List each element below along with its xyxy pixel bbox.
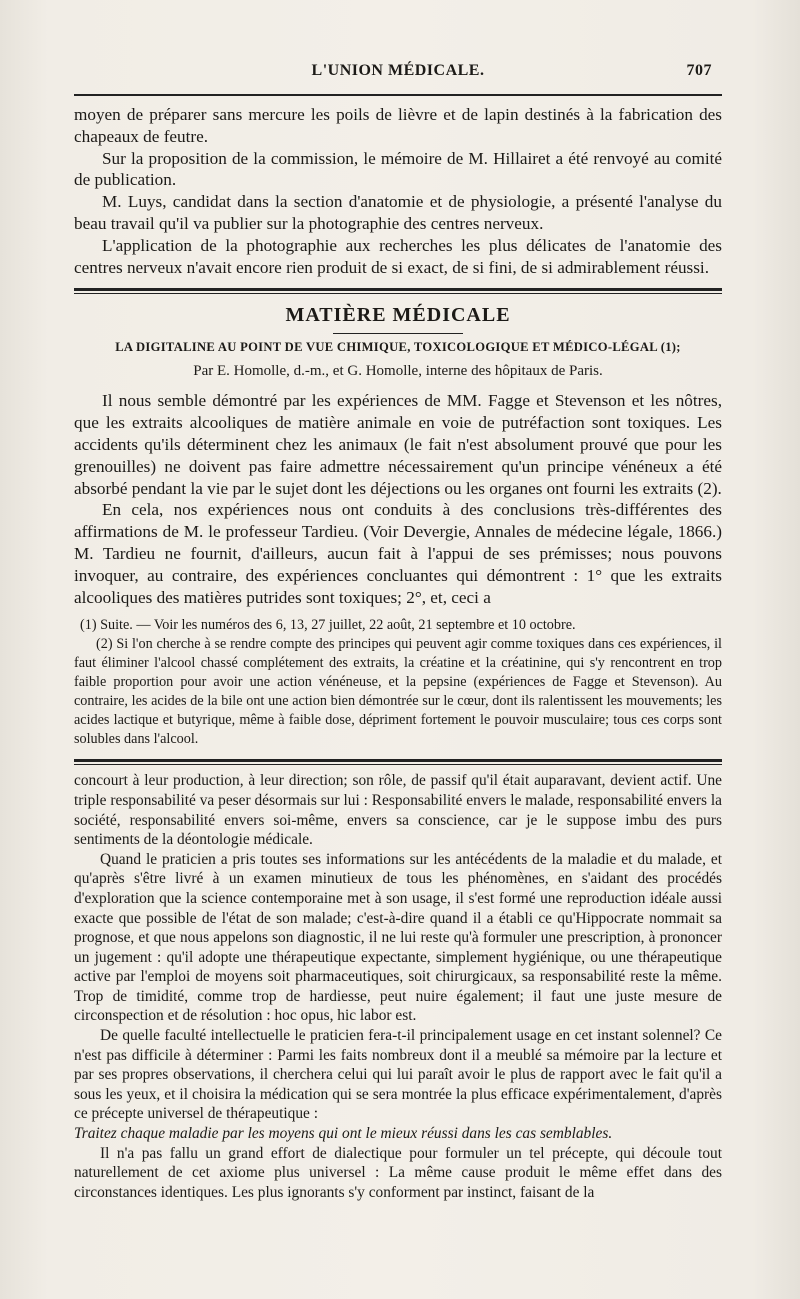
running-head <box>74 56 722 84</box>
header-rule <box>74 94 722 96</box>
article-note-mark: (1); <box>660 340 681 355</box>
paragraph: En cela, nos expériences nous ont conduits à des conclusions très-différentes des affirmations de M. le professeur Tardieu. (Voir Devergie, Annales de médecine légale, 1866.) M. Tardieu ne fournit, d'ailleurs, aucun fait à l'appui de ses prémisses; nous pouvons invoquer, au contraire, des expériences concluantes qui démontrent : 1° que les extraits alcooliques des matières putrides sont toxiques; 2°, et, ceci a <box>74 500 722 607</box>
page-number: 707 <box>686 62 712 79</box>
quoted-precept: Traitez chaque maladie par les moyens qui ont le mieux réussi dans les cas semblables. <box>74 1125 613 1143</box>
section-title: MATIÈRE MÉDICALE <box>285 304 511 327</box>
paragraph: L'application de la photographie aux recherches les plus délicates de l'anatomie des centres nerveux n'avait encore rien produit de si exact, de si fini, de si admirablement réussi. <box>74 235 722 277</box>
article-body <box>74 390 722 608</box>
byline: Par E. Homolle, d.-m., et G. Homolle, interne des hôpitaux de Paris. <box>193 363 603 380</box>
paragraph: Quand le praticien a pris toutes ses informations sur les antécédents de la maladie et du malade, et qu'après s'être livré à un examen minutieux de tous les phénomènes, en s'aidant des procédés d'exploration que la science contemporaine met à son usage, il s'est formé une reproduction idéale aussi exacte que possible de l'état de son malade; c'est-à-dire quand il a établi ce qu'Hippocrate nommait sa prognose, et que nous appelons son diagnostic, il ne lui reste qu'à formuler une prescription, à prononcer un jugement : qu'il adopte une thérapeutique expectante, simplement hygiénique, ou une thérapeutique active par l'emploi de moyens soit pharmaceutiques, soit chirurgicaux, sa responsabilité reste la même. Trop de timidité, comme trop de hardiesse, peut nuire également; il faut une juste mesure de circonspection et de résolution : hoc opus, hic labor est. <box>74 850 722 1025</box>
journal-title: L'UNION MÉDICALE. <box>311 62 485 79</box>
paragraph: concourt à leur production, à leur direction; son rôle, de passif qu'il était auparavant, devient actif. Une triple responsabilité va peser désormais sur lui : Responsabilité envers le malade, responsabilité envers la société, responsabilité envers soi-même, envers sa conscience, car je le suppose imbu des purs sentiments de la déontologie médicale. <box>74 772 722 849</box>
text-column <box>74 56 722 1202</box>
paragraph: Sur la proposition de la commission, le mémoire de M. Hillairet a été renvoyé au comité de publication. <box>74 148 722 190</box>
paragraph: moyen de préparer sans mercure les poils de lièvre et de lapin destinés à la fabrication des chapeaux de feutre. <box>74 105 722 146</box>
paragraph: Il n'a pas fallu un grand effort de dialectique pour formuler un tel précepte, qui découle tout naturellement de cet axiome plus universel : La même cause produit le même effet dans des circonstances identiques. Les plus ignorants s'y conforment par instinct, faisant de la <box>74 1144 722 1201</box>
footnote: (1) Suite. — Voir les numéros des 6, 13, 27 juillet, 22 août, 21 septembre et 10 octobre. <box>80 617 576 634</box>
footnote: (2) Si l'on cherche à se rendre compte des principes qui peuvent agir comme toxiques dans ces expériences, il faut éliminer l'alcool chassé complétement des extraits, la créatine et la créatinine, qui s'y rencontrent en trop faible proportion pour avoir une action vénéneuse, et la pepsine (expériences de Fagge et Stevenson). Au contraire, les acides de la bile ont une action bien démontrée sur le cœur, dont ils ralentissent les mouvements; les acides lactique et butyrique, même à faible dose, dépriment fortement le pouvoir musculaire; tous ces corps sont solubles dans l'alcool. <box>74 636 722 748</box>
article-title <box>74 340 722 355</box>
feuilleton-body <box>74 771 722 1202</box>
section-divider <box>74 288 722 294</box>
title-rule <box>333 333 463 334</box>
feuilleton-divider <box>74 759 722 765</box>
footnotes <box>74 616 722 749</box>
paragraph: Il nous semble démontré par les expériences de MM. Fagge et Stevenson et les nôtres, que les extraits alcooliques de matière animale en voie de putréfaction sont toxiques. Les accidents qu'ils déterminent chez les animaux (le fait n'est absolument prouvé que pour les grenouilles) ne doivent pas faire admettre nécessairement qu'un principe vénéneux a été absorbé pendant la vie par le sujet dont les déjections ou les organes ont fourni les extraits (2). <box>74 391 722 498</box>
article-title-text: LA DIGITALINE AU POINT DE VUE CHIMIQUE, TOXICOLOGIQUE ET MÉDICO-LÉGAL <box>115 340 658 355</box>
paragraph: De quelle faculté intellectuelle le praticien fera-t-il principalement usage en cet instant solennel? Ce n'est pas difficile à déterminer : Parmi les faits nombreux dont il a meublé sa mémoire par la lecture et par ses propres observations, il cherchera celui qui lui paraît avoir le plus de rapport avec le fait qu'il a sous les yeux, et il choisira la médication qui se sera montrée la plus efficace expérimentalement, d'après ce précepte universel de thérapeutique : <box>74 1027 722 1123</box>
top-section <box>74 104 722 278</box>
paragraph: M. Luys, candidat dans la section d'anatomie et de physiologie, a présenté l'analyse du beau travail qu'il va publier sur la photographie des centres nerveux. <box>74 192 722 233</box>
